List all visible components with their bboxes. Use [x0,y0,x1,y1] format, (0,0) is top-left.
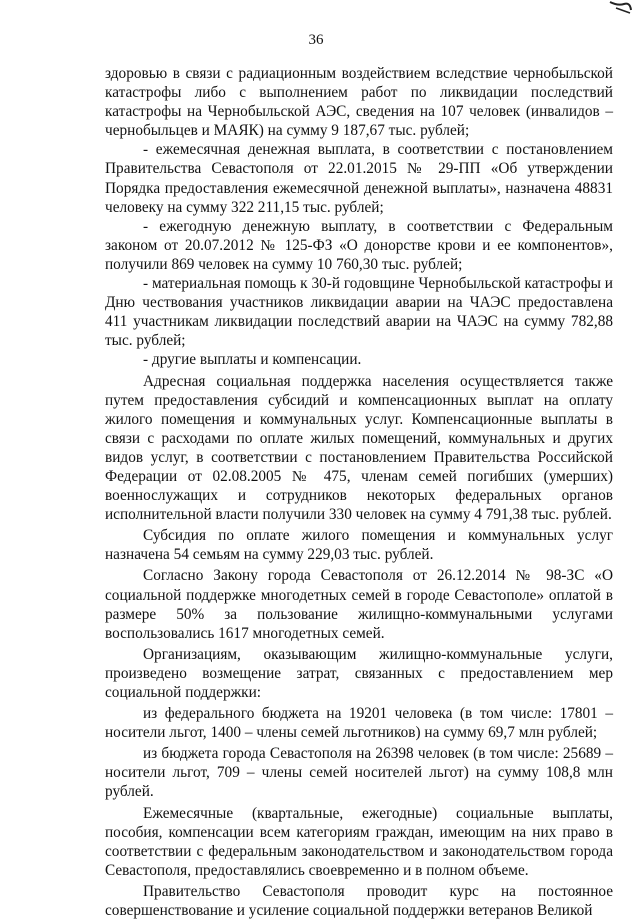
paragraph: Правительство Севастополя проводит курс на постоянное совершенствование и усиление социальной поддержки ветеранов Великой [105,882,613,920]
page-number: 36 [308,32,324,48]
list-item: из бюджета города Севастополя на 26398 человек (в том числе: 25689 – носители льгот, 709 – члены семей носителей льгот) на сумму 108,8 млн рублей. [105,745,613,801]
paragraph: Ежемесячные (квартальные, ежегодные) социальные выплаты, пособия, компенсации всем категориям граждан, имеющим на них право в соответствии с федеральным законодательством и законодательством города Севастополя, предоставлялись своевременно и в полном объеме. [105,804,613,879]
list-item: - ежемесячная денежная выплата, в соответствии с постановлением Правительства Севастополя от 22.01.2015 № 29-ПП «Об утверждении Порядка предоставления ежемесячной денежной выплаты», назначена 48831 человеку на сумму 322 211,15 тыс. рублей; [105,141,613,216]
paragraph-continuation: здоровью в связи с радиационным воздействием вследствие чернобыльской катастрофы либо с выполнением работ по ликвидации последствий катастрофы на Чернобыльской АЭС, сведения на 107 человек (инвалидов – чернобыльцев и МАЯК) на сумму 9 187,67 тыс. рублей; [105,65,613,140]
corner-scribble-mark [608,0,632,14]
paragraph: Субсидия по оплате жилого помещения и коммунальных услуг назначена 54 семьям на сумму 229,03 тыс. рублей. [105,527,613,564]
list-item: - ежегодную денежную выплату, в соответствии с Федеральным законом от 20.07.2012 № 125-ФЗ «О донорстве крови и ее компонентов», получили 869 человек на сумму 10 760,30 тыс. рублей; [105,217,613,273]
paragraph: Организациям, оказывающим жилищно-коммунальные услуги, произведено возмещение затрат, связанных с предоставлением мер социальной поддержки: [105,645,613,701]
list-item: из федерального бюджета на 19201 человека (в том числе: 17801 – носители льгот, 1400 – члены семей льготников) на сумму 69,7 млн рублей; [105,705,613,742]
page-body [105,64,613,920]
list-item: - материальная помощь к 30-й годовщине Чернобыльской катастрофы и Дню чествования участников ликвидации аварии на ЧАЭС предоставлена 411 участникам ликвидации последствий аварии на ЧАЭС на сумму 782,88 тыс. рублей; [105,275,613,350]
paragraph: Согласно Закону города Севастополя от 26.12.2014 № 98-ЗС «О социальной поддержке многодетных семей в городе Севастополе» оплатой в размере 50% за пользование жилищно-коммунальными услугами воспользовались 1617 многодетных семей. [105,567,613,642]
paragraph: Адресная социальная поддержка населения осуществляется также путем предоставления субсидий и компенсационных выплат на оплату жилого помещения и коммунальных услуг. Компенсационные выплаты в связи с расходами по оплате жилых помещений, коммунальных и других видов услуг, в соответствии с постановлением Правительства Российской Федерации от 02.08.2005 № 475, членам семей погибших (умерших) военнослужащих и сотрудников некоторых федеральных органов исполнительной власти получили 330 человек на сумму 4 791,38 тыс. рублей. [105,372,613,524]
list-item: - другие выплаты и компенсации. [143,351,362,369]
